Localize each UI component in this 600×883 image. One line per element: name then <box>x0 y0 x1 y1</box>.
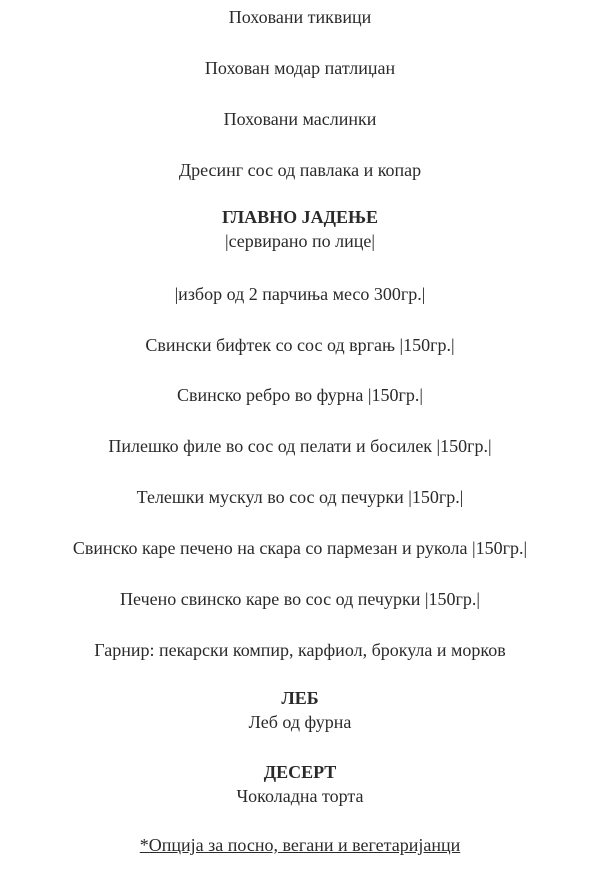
menu-item-grilled-pork-loin: Свинско каре печено на скара со пармезан и рукола |150гр.| <box>72 538 528 558</box>
main-course-heading: ГЛАВНО ЈАДЕЊЕ <box>221 207 379 227</box>
menu-item-chocolate-cake: Чоколадна торта <box>236 786 364 806</box>
menu-item-chicken-fillet: Пилешко филе во сос од пелати и босилек |150гр.| <box>108 436 492 456</box>
dietary-options-note: *Опција за посно, вегани и вегетаријанци <box>139 835 461 855</box>
main-course-choice-note: |избор од 2 парчиња месо 300гр.| <box>174 284 426 304</box>
menu-item-roast-pork-loin: Печено свинско каре во сос од печурки |150гр.| <box>120 589 480 609</box>
menu-item-veal-muscle: Телешки мускул во сос од печурки |150гр.| <box>136 487 464 507</box>
menu-item-dressing: Дресинг сос од павлака и копар <box>178 160 422 180</box>
bread-heading: ЛЕБ <box>281 688 319 708</box>
menu-item-fried-olives: Поховани маслинки <box>223 109 377 129</box>
menu-item-fried-eggplant: Похован модар патлиџан <box>204 58 396 78</box>
menu-item-bread: Леб од фурна <box>248 712 352 732</box>
dessert-heading: ДЕСЕРТ <box>263 762 337 782</box>
menu-item-pork-steak: Свински бифтек со сос од вргањ |150гр.| <box>145 335 455 355</box>
main-course-serving-note: |сервирано по лице| <box>224 231 376 251</box>
menu-item-pork-rib: Свинско ребро во фурна |150гр.| <box>176 385 424 405</box>
menu-item-fried-zucchini: Поховани тиквици <box>228 7 372 27</box>
menu-item-garnish: Гарнир: пекарски компир, карфиол, брокула и морков <box>94 640 506 660</box>
